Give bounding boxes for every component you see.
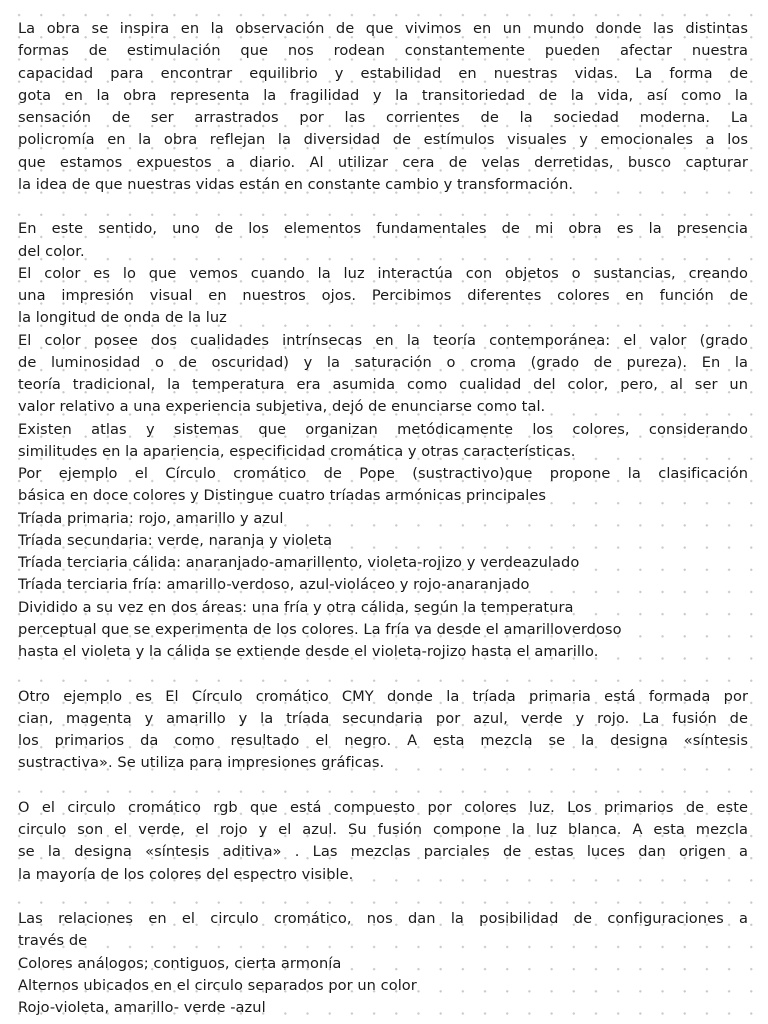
text-line: través de: [18, 932, 88, 950]
text-line: Rojo-violeta, amarillo- verde -azul: [18, 999, 266, 1016]
text-line: Tríada primaria: rojo, amarillo y azul: [18, 509, 284, 527]
text-line: la longitud de onda de la luz: [18, 309, 227, 327]
text-line: del color.: [18, 242, 85, 260]
text-line: sensación de ser arrastrados por las corrientes de la sociedad moderna. La: [18, 109, 748, 126]
text-line: Tríada secundaria: verde, naranja y violeta: [18, 531, 333, 549]
handwritten-note-text: [18, 18, 748, 1019]
text-line: policromía en la obra reflejan la diversidad de estímulos visuales y emocionales a los: [18, 131, 748, 149]
text-line: El color es lo que vemos cuando la luz interactúa con objetos o sustancias, creando: [18, 264, 748, 282]
blank-line: [18, 663, 748, 685]
text-line: similitudes en la apariencia, especificidad cromática y otras características.: [18, 442, 576, 460]
text-line: cian, magenta y amarillo y la tríada secundaria por azul, verde y rojo. La fusión de: [18, 709, 748, 727]
blank-line: [18, 196, 748, 218]
text-line: capacidad para encontrar equilibrio y estabilidad en nuestras vidas. La forma de: [18, 64, 748, 82]
text-line: Existen atlas y sistemas que organizan metódicamente los colores, considerando: [18, 420, 748, 438]
text-line: perceptual que se experimenta de los colores. La fría va desde el amarilloverdoso: [18, 620, 622, 638]
text-line: teoría tradicional, la temperatura era asumida como cualidad del color, pero, al ser un: [18, 376, 748, 393]
text-line: que estamos expuestos a diario. Al utilizar cera de velas derretidas, busco capturar: [18, 153, 748, 171]
text-line: formas de estimulación que nos rodean constantemente pueden afectar nuestra: [18, 42, 748, 60]
text-line: los primarios da como resultado el negro. A esta mezcla se la designa «síntesis: [18, 732, 748, 749]
text-line: Alternos ubicados en el circulo separados por un color: [18, 976, 417, 994]
text-line: O el circulo cromático rgb que está compuesto por colores luz. Los primarios de este: [18, 798, 748, 816]
text-line: una impresión visual en nuestros ojos. Percibimos diferentes colores en función de: [18, 287, 748, 304]
text-line: valor relativo a una experiencia subjetiva, dejó de enunciarse como tal.: [18, 398, 546, 416]
text-line: Colores análogos; contiguos, cierta armonía: [18, 954, 342, 972]
text-line: Otro ejemplo es El Círculo cromático CMY donde la tríada primaria está formada por: [18, 687, 748, 705]
text-line: Las relaciones en el circulo cromático, nos dan la posibilidad de configuraciones a: [18, 910, 748, 927]
text-line: El color posee dos cualidades intrínsecas en la teoría contemporánea: el valor (grado: [18, 331, 748, 349]
blank-line: [18, 886, 748, 908]
text-line: gota en la obra representa la fragilidad y la transitoriedad de la vida, así como la: [18, 86, 748, 104]
text-line: la idea de que nuestras vidas están en constante cambio y transformación.: [18, 175, 574, 193]
text-line: La obra se inspira en la observación de que vivimos en un mundo donde las distintas: [18, 20, 748, 37]
text-line: la mayoría de los colores del espectro visible.: [18, 865, 354, 883]
text-line: Por ejemplo el Círculo cromático de Pope (sustractivo)que propone la clasificación: [18, 465, 748, 482]
text-line: Tríada terciaria cálida: anaranjado-amarillento, violeta-rojizo y verdeazulado: [18, 554, 580, 571]
blank-line: [18, 775, 748, 797]
text-line: Tríada terciaria fría: amarillo-verdoso, azul-violáceo y rojo-anaranjado: [18, 576, 530, 594]
text-line: hasta el violeta y la cálida se extiende desde el violeta-rojizo hasta el amarillo.: [18, 643, 599, 660]
text-line: de luminosidad o de oscuridad) y la saturación o croma (grado de pureza). En la: [18, 353, 748, 371]
text-line: En este sentido, uno de los elementos fundamentales de mi obra es la presencia: [18, 220, 748, 238]
text-line: se la designa «síntesis aditiva» . Las mezclas parciales de estas luces dan origen a: [18, 843, 748, 861]
text-line: Dividido a su vez en dos áreas: una fría y otra cálida, según la temperatura: [18, 598, 574, 616]
text-line: sustractiva». Se utiliza para impresiones gráficas.: [18, 754, 385, 772]
text-line: circulo son el verde, el rojo y el azul. Su fusión compone la luz blanca. A esta mezcla: [18, 821, 748, 838]
text-line: básica en doce colores y Distingue cuatro tríadas armónicas principales: [18, 487, 547, 505]
